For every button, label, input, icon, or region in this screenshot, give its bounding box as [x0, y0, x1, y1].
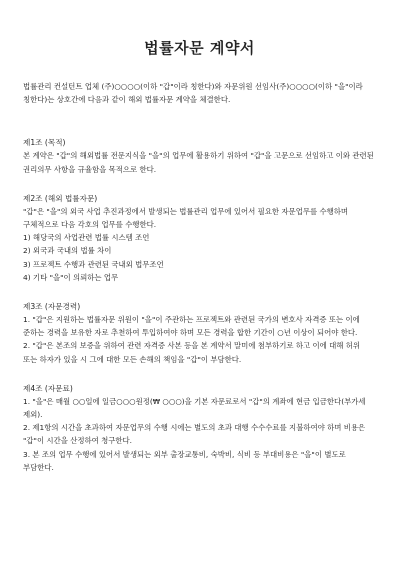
article-list-item: 3) 프로젝트 수행과 관련된 국내외 법무조언	[23, 259, 164, 269]
article-list-item: 2) 외국과 국내의 법률 차이	[23, 246, 112, 256]
article-2	[23, 192, 376, 284]
article-heading: 제1조 (목적)	[23, 138, 66, 148]
article-4	[23, 382, 376, 474]
article-heading: 제2조 (해외 법률자문)	[23, 193, 98, 203]
article-list-item: 4) 기타 "을"이 의뢰하는 업무	[23, 272, 119, 282]
article-clause: 1. "갑"은 지원하는 법률자문 위원이 "을"이 주관하는 프로젝트와 관련된 국가의 변호사 자격증 또는 이에 준하는 경력을 보유한 자로 추천하여 투입하여야 하며 모든 경력을 합한 기간이 ○년 이상이 되어야 한다.	[23, 315, 360, 338]
article-heading: 제4조 (자문료)	[23, 383, 73, 393]
article-3	[23, 300, 376, 366]
article-clause: 1. "을"은 매월 ○○일에 일금○○○원정(₩ ○○○)을 기본 자문료로서 "갑"의 계좌에 현금 입금한다(부가세 제외).	[23, 396, 366, 420]
article-text: "갑"은 "을"의 외국 사업 추진과정에서 발생되는 법률관리 업무에 있어서 필요한 자문업무를 수행하며 구체적으로 다음 각호의 업무를 수행한다.	[23, 206, 349, 230]
article-clause: 2. "갑"은 본조의 보증을 위하여 관련 자격증 사본 등을 본 계약서 말미에 첨부하기로 하고 이에 대해 허위 또는 하자가 있을 시 그에 대한 모든 손해의 책임을 "갑"이 부담한다.	[23, 341, 361, 364]
article-list-item: 1) 해당국의 사업관련 법률 시스템 조언	[23, 233, 150, 243]
article-heading: 제3조 (자문경력)	[23, 302, 81, 312]
intro-paragraph: 법률관리 컨설턴트 업체 (주)○○○○(이하 "갑"이라 칭한다)와 자문위원 선임사(주)○○○○(이하 "을"이라 칭한다)는 상호간에 다음과 같이 해외 법률자문 계약을 체결한다.	[23, 82, 363, 105]
article-text: 본 계약은 "갑"의 해외법률 전문지식을 "을"의 업무에 활용하기 위하여 "갑"을 고문으로 선임하고 이와 관련된 권리의무 사항을 규율함을 목적으로 한다.	[23, 151, 374, 174]
article-clause: 2. 제1항의 시간을 초과하여 자문업무의 수행 시에는 별도의 초과 대행 수수수료를 지불하여야 하며 비용은 "갑"이 시간을 산정하여 청구한다.	[23, 423, 366, 446]
article-clause: 3. 본 조의 업무 수행에 있어서 발생되는 외부 출장교통비, 숙박비, 식비 등 부대비용은 "을"이 별도로 부담한다.	[23, 449, 346, 472]
document-title: 법률자문 계약서	[144, 39, 255, 57]
article-1	[23, 136, 376, 175]
